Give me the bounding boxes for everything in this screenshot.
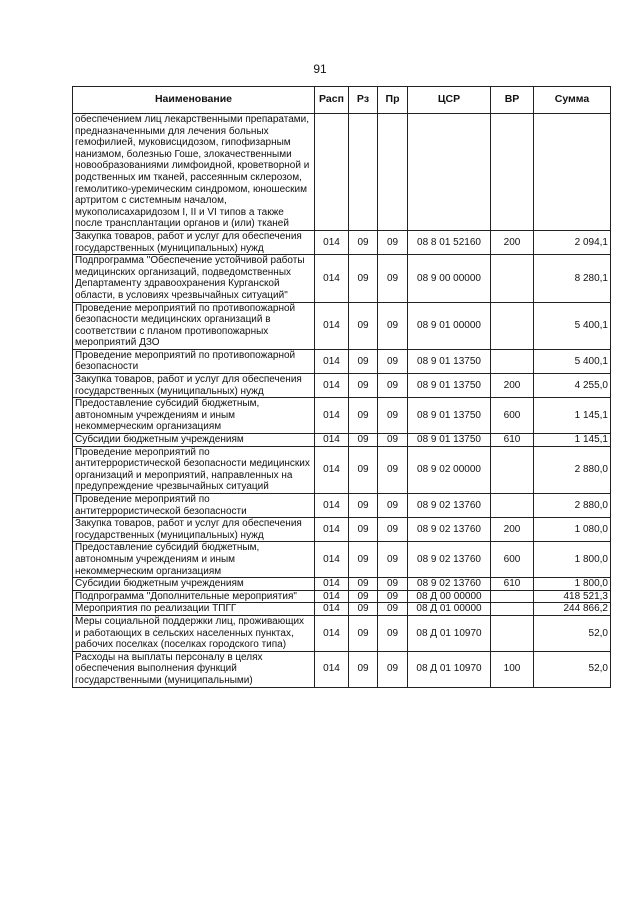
cell-name: Расходы на выплаты персоналу в целях обеспечения выполнения функций государственными (муниципальными) (73, 651, 315, 687)
cell-pr: 09 (378, 615, 408, 651)
cell-csr (408, 114, 491, 231)
cell-rasp: 014 (315, 434, 349, 447)
budget-table (72, 86, 611, 688)
cell-name: Закупка товаров, работ и услуг для обеспечения государственных (муниципальных) нужд (73, 518, 315, 542)
cell-pr: 09 (378, 518, 408, 542)
cell-rasp: 014 (315, 590, 349, 603)
page-number: 91 (313, 62, 327, 76)
cell-name: Субсидии бюджетным учреждениям (73, 578, 315, 591)
cell-vr: 600 (491, 542, 534, 578)
cell-csr: 08 9 01 13750 (408, 398, 491, 434)
cell-rz: 09 (349, 398, 378, 434)
cell-pr: 09 (378, 578, 408, 591)
cell-rz: 09 (349, 302, 378, 349)
cell-pr: 09 (378, 603, 408, 616)
cell-vr (491, 603, 534, 616)
cell-sum: 52,0 (534, 651, 611, 687)
cell-name: обеспечением лиц лекарственными препаратами, предназначенными для лечения больных гемофилией, муковисцидозом, гипофизарным нанизмом, болезнью Гоше, злокачественными новообразованиями лимфоидной, кроветворной и родственных им тканей, рассеянным склерозом, гемолитико-уремическим синдромом, юношеским артритом с системным началом, мукополисахаридозом I, II и VI типов а также после трансплантации органов и (или) тканей (73, 114, 315, 231)
cell-name: Закупка товаров, работ и услуг для обеспечения государственных (муниципальных) нужд (73, 374, 315, 398)
cell-sum: 418 521,3 (534, 590, 611, 603)
cell-rasp: 014 (315, 255, 349, 302)
table-row (73, 590, 611, 603)
table-row (73, 542, 611, 578)
cell-rasp: 014 (315, 578, 349, 591)
cell-pr: 09 (378, 398, 408, 434)
cell-csr: 08 9 01 00000 (408, 302, 491, 349)
cell-pr: 09 (378, 230, 408, 254)
cell-vr: 200 (491, 230, 534, 254)
table-row (73, 374, 611, 398)
cell-sum: 2 094,1 (534, 230, 611, 254)
cell-rz: 09 (349, 494, 378, 518)
cell-csr: 08 9 02 13760 (408, 518, 491, 542)
cell-rz: 09 (349, 578, 378, 591)
table-row (73, 398, 611, 434)
cell-rasp: 014 (315, 302, 349, 349)
cell-name: Подпрограмма "Обеспечение устойчивой работы медицинских организаций, подведомственных Департаменту здравоохранения Курганской области, в условиях чрезвычайных ситуаций" (73, 255, 315, 302)
cell-csr: 08 9 02 00000 (408, 446, 491, 493)
cell-sum: 8 280,1 (534, 255, 611, 302)
table-row (73, 114, 611, 231)
cell-sum: 1 800,0 (534, 542, 611, 578)
cell-name: Проведение мероприятий по противопожарной безопасности (73, 349, 315, 373)
cell-vr (491, 302, 534, 349)
cell-sum: 2 880,0 (534, 446, 611, 493)
cell-name: Проведение мероприятий по антитеррористической безопасности медицинских организаций и мероприятий, направленных на предупреждение чрезвычайных ситуаций (73, 446, 315, 493)
cell-rz: 09 (349, 651, 378, 687)
table-row (73, 434, 611, 447)
cell-name: Предоставление субсидий бюджетным, автономным учреждениям и иным некоммерческим организациям (73, 542, 315, 578)
cell-csr: 08 9 01 13750 (408, 374, 491, 398)
cell-rz: 09 (349, 349, 378, 373)
cell-rz: 09 (349, 446, 378, 493)
cell-vr (491, 590, 534, 603)
header-sum: Сумма (534, 87, 611, 114)
cell-sum: 5 400,1 (534, 302, 611, 349)
cell-csr: 08 Д 01 00000 (408, 603, 491, 616)
cell-rasp: 014 (315, 651, 349, 687)
cell-vr: 600 (491, 398, 534, 434)
cell-csr: 08 Д 01 10970 (408, 651, 491, 687)
cell-csr: 08 9 02 13760 (408, 494, 491, 518)
cell-pr (378, 114, 408, 231)
header-rasp: Расп (315, 87, 349, 114)
table-row (73, 446, 611, 493)
cell-name: Проведение мероприятий по противопожарной безопасности медицинских организаций в соответствии с планом противопожарных мероприятий ДЗО (73, 302, 315, 349)
cell-csr: 08 8 01 52160 (408, 230, 491, 254)
cell-name: Предоставление субсидий бюджетным, автономным учреждениям и иным некоммерческим организациям (73, 398, 315, 434)
cell-rasp (315, 114, 349, 231)
cell-pr: 09 (378, 590, 408, 603)
cell-name: Мероприятия по реализации ТПГГ (73, 603, 315, 616)
table-header-row (73, 87, 611, 114)
cell-vr (491, 494, 534, 518)
header-rz: Рз (349, 87, 378, 114)
cell-rasp: 014 (315, 230, 349, 254)
cell-rasp: 014 (315, 615, 349, 651)
cell-vr (491, 615, 534, 651)
table-row (73, 230, 611, 254)
cell-sum: 1 080,0 (534, 518, 611, 542)
header-csr: ЦСР (408, 87, 491, 114)
cell-vr (491, 349, 534, 373)
cell-sum: 244 866,2 (534, 603, 611, 616)
cell-rz: 09 (349, 518, 378, 542)
cell-rz: 09 (349, 590, 378, 603)
cell-sum: 1 800,0 (534, 578, 611, 591)
table-row (73, 578, 611, 591)
cell-rasp: 014 (315, 542, 349, 578)
cell-rz: 09 (349, 615, 378, 651)
cell-pr: 09 (378, 349, 408, 373)
cell-name: Меры социальной поддержки лиц, проживающих и работающих в сельских населенных пунктах, рабочих поселках (поселках городского типа) (73, 615, 315, 651)
cell-sum: 1 145,1 (534, 398, 611, 434)
cell-rasp: 014 (315, 398, 349, 434)
table-row (73, 615, 611, 651)
cell-pr: 09 (378, 494, 408, 518)
cell-pr: 09 (378, 374, 408, 398)
cell-csr: 08 9 01 13750 (408, 349, 491, 373)
header-vr: ВР (491, 87, 534, 114)
cell-csr: 08 9 02 13760 (408, 542, 491, 578)
table-row (73, 349, 611, 373)
cell-rasp: 014 (315, 349, 349, 373)
cell-pr: 09 (378, 302, 408, 349)
cell-rz: 09 (349, 434, 378, 447)
cell-vr: 200 (491, 518, 534, 542)
cell-rz: 09 (349, 603, 378, 616)
table-row (73, 494, 611, 518)
cell-pr: 09 (378, 434, 408, 447)
cell-pr: 09 (378, 255, 408, 302)
cell-vr: 100 (491, 651, 534, 687)
table-row (73, 255, 611, 302)
cell-sum: 4 255,0 (534, 374, 611, 398)
cell-sum: 5 400,1 (534, 349, 611, 373)
cell-rz (349, 114, 378, 231)
cell-pr: 09 (378, 446, 408, 493)
cell-vr: 610 (491, 434, 534, 447)
cell-rz: 09 (349, 230, 378, 254)
cell-rasp: 014 (315, 374, 349, 398)
cell-rz: 09 (349, 255, 378, 302)
table-row (73, 518, 611, 542)
table-row (73, 302, 611, 349)
header-pr: Пр (378, 87, 408, 114)
cell-rasp: 014 (315, 518, 349, 542)
header-name: Наименование (73, 87, 315, 114)
cell-pr: 09 (378, 542, 408, 578)
cell-sum: 52,0 (534, 615, 611, 651)
cell-name: Закупка товаров, работ и услуг для обеспечения государственных (муниципальных) нужд (73, 230, 315, 254)
cell-name: Проведение мероприятий по антитеррористической безопасности (73, 494, 315, 518)
cell-rasp: 014 (315, 446, 349, 493)
cell-csr: 08 9 02 13760 (408, 578, 491, 591)
cell-vr (491, 446, 534, 493)
cell-vr: 200 (491, 374, 534, 398)
cell-rasp: 014 (315, 494, 349, 518)
cell-csr: 08 9 00 00000 (408, 255, 491, 302)
cell-sum (534, 114, 611, 231)
cell-vr: 610 (491, 578, 534, 591)
cell-rz: 09 (349, 374, 378, 398)
cell-csr: 08 Д 01 10970 (408, 615, 491, 651)
cell-csr: 08 Д 00 00000 (408, 590, 491, 603)
table-row (73, 651, 611, 687)
cell-pr: 09 (378, 651, 408, 687)
cell-rz: 09 (349, 542, 378, 578)
cell-csr: 08 9 01 13750 (408, 434, 491, 447)
cell-name: Субсидии бюджетным учреждениям (73, 434, 315, 447)
cell-sum: 2 880,0 (534, 494, 611, 518)
cell-vr (491, 114, 534, 231)
cell-vr (491, 255, 534, 302)
cell-rasp: 014 (315, 603, 349, 616)
cell-sum: 1 145,1 (534, 434, 611, 447)
table-row (73, 603, 611, 616)
cell-name: Подпрограмма "Дополнительные мероприятия" (73, 590, 315, 603)
